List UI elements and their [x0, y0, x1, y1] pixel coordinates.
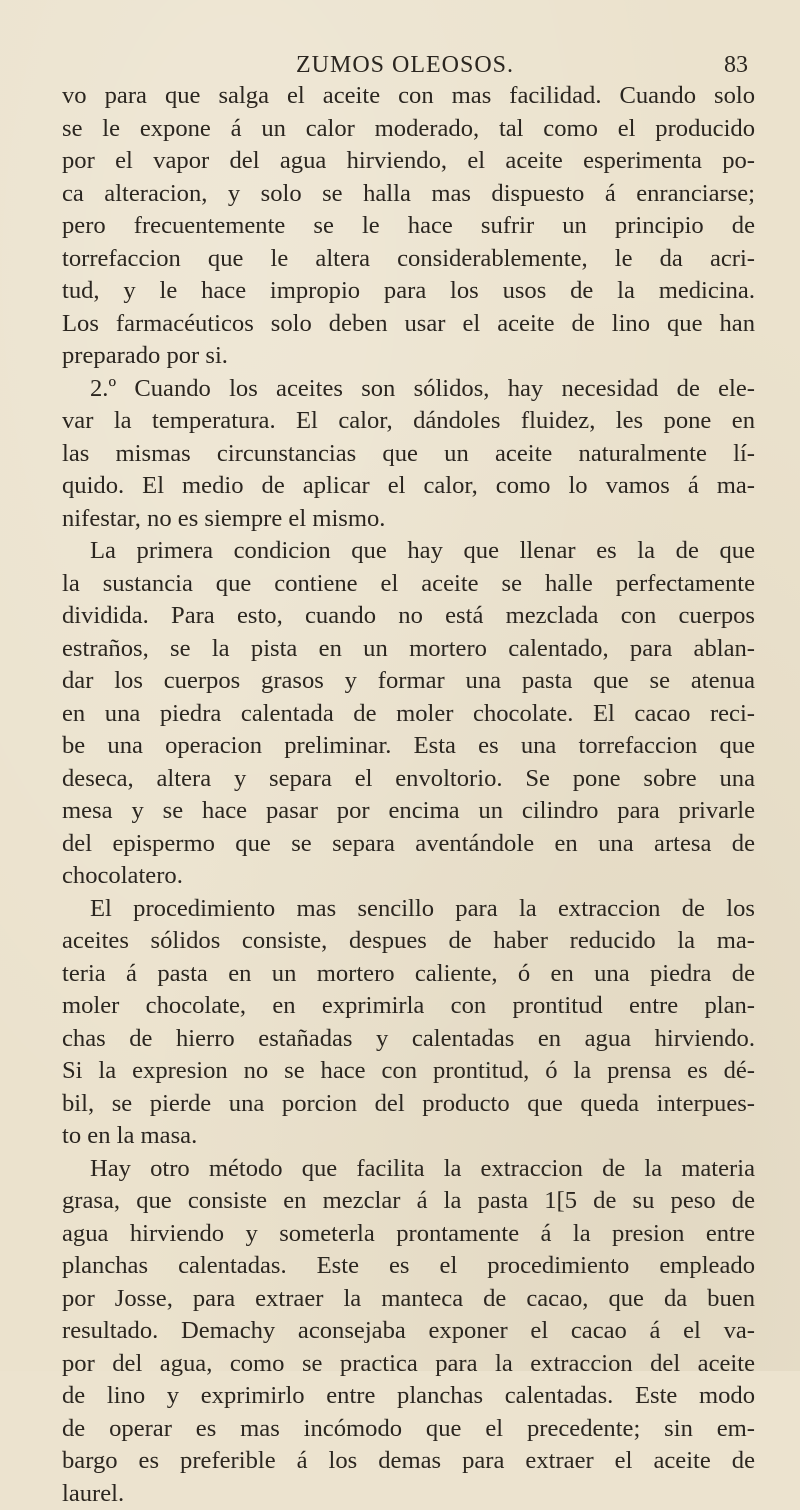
- text-line: dividida. Para esto, cuando no está mezclada con cuerpos: [62, 600, 755, 633]
- text-line: chas de hierro estañadas y calentadas en agua hirviendo.: [62, 1023, 755, 1056]
- text-line: teria á pasta en un mortero caliente, ó en una piedra de: [62, 958, 755, 991]
- text-line: laurel.: [62, 1478, 755, 1510]
- text-line: bil, se pierde una porcion del producto que queda interpues-: [62, 1088, 755, 1121]
- text-line: Los farmacéuticos solo deben usar el aceite de lino que han: [62, 308, 755, 341]
- text-line: be una operacion preliminar. Esta es una torrefaccion que: [62, 730, 755, 763]
- text-line: torrefaccion que le altera considerablemente, le da acri-: [62, 243, 755, 276]
- text-line: ca alteracion, y solo se halla mas dispuesto á enranciarse;: [62, 178, 755, 211]
- text-line: aceites sólidos consiste, despues de haber reducido la ma-: [62, 925, 755, 958]
- running-head: ZUMOS OLEOSOS.: [62, 52, 748, 79]
- text-line: planchas calentadas. Este es el procedimiento empleado: [62, 1250, 755, 1283]
- text-line: de operar es mas incómodo que el precedente; sin em-: [62, 1413, 755, 1446]
- text-line: vo para que salga el aceite con mas facilidad. Cuando solo: [62, 80, 755, 113]
- text-line: bargo es preferible á los demas para extraer el aceite de: [62, 1445, 755, 1478]
- text-line: en una piedra calentada de moler chocolate. El cacao reci-: [62, 698, 755, 731]
- text-line: La primera condicion que hay que llenar es la de que: [62, 535, 755, 568]
- text-line: agua hirviendo y someterla prontamente á la presion entre: [62, 1218, 755, 1251]
- text-line: por el vapor del agua hirviendo, el aceite esperimenta po-: [62, 145, 755, 178]
- text-line: El procedimiento mas sencillo para la extraccion de los: [62, 893, 755, 926]
- text-line: dar los cuerpos grasos y formar una pasta que se atenua: [62, 665, 755, 698]
- text-line: por Josse, para extraer la manteca de cacao, que da buen: [62, 1283, 755, 1316]
- text-line: chocolatero.: [62, 860, 755, 893]
- page-number: 83: [724, 52, 748, 79]
- text-line: 2.º Cuando los aceites son sólidos, hay necesidad de ele-: [62, 373, 755, 406]
- body-text: [62, 80, 755, 1510]
- text-line: por del agua, como se practica para la extraccion del aceite: [62, 1348, 755, 1381]
- text-line: estraños, se la pista en un mortero calentado, para ablan-: [62, 633, 755, 666]
- text-line: to en la masa.: [62, 1120, 755, 1153]
- text-line: la sustancia que contiene el aceite se halle perfectamente: [62, 568, 755, 601]
- text-line: grasa, que consiste en mezclar á la pasta 1[5 de su peso de: [62, 1185, 755, 1218]
- text-line: del epispermo que se separa aventándole en una artesa de: [62, 828, 755, 861]
- text-line: de lino y exprimirlo entre planchas calentadas. Este modo: [62, 1380, 755, 1413]
- text-line: moler chocolate, en exprimirla con prontitud entre plan-: [62, 990, 755, 1023]
- text-line: deseca, altera y separa el envoltorio. Se pone sobre una: [62, 763, 755, 796]
- text-line: var la temperatura. El calor, dándoles fluidez, les pone en: [62, 405, 755, 438]
- page-header: [62, 50, 748, 82]
- text-line: Si la expresion no se hace con prontitud, ó la prensa es dé-: [62, 1055, 755, 1088]
- text-line: Hay otro método que facilita la extraccion de la materia: [62, 1153, 755, 1186]
- text-line: nifestar, no es siempre el mismo.: [62, 503, 755, 536]
- text-line: tud, y le hace impropio para los usos de la medicina.: [62, 275, 755, 308]
- text-line: se le expone á un calor moderado, tal como el producido: [62, 113, 755, 146]
- text-line: resultado. Demachy aconsejaba exponer el cacao á el va-: [62, 1315, 755, 1348]
- text-line: pero frecuentemente se le hace sufrir un principio de: [62, 210, 755, 243]
- text-line: las mismas circunstancias que un aceite naturalmente lí-: [62, 438, 755, 471]
- text-line: mesa y se hace pasar por encima un cilindro para privarle: [62, 795, 755, 828]
- text-line: quido. El medio de aplicar el calor, como lo vamos á ma-: [62, 470, 755, 503]
- text-line: preparado por si.: [62, 340, 755, 373]
